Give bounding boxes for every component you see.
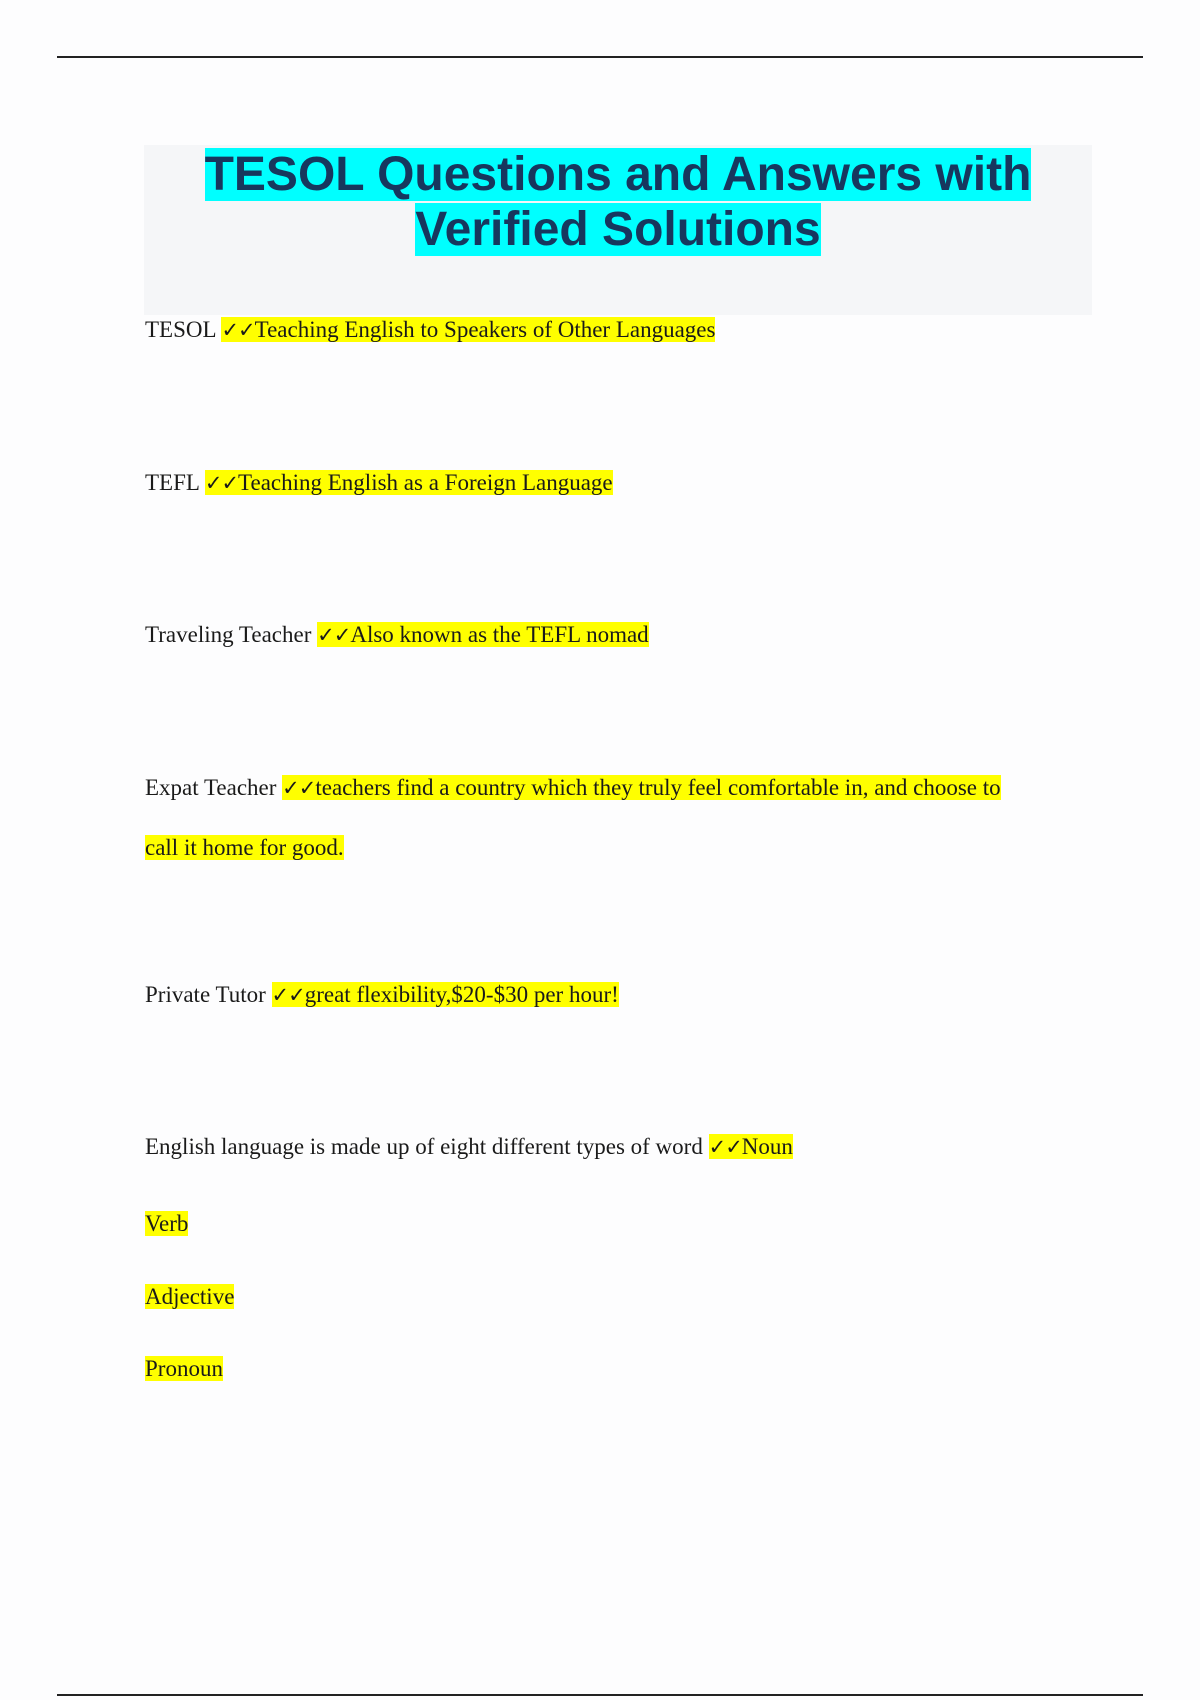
bottom-rule: [57, 1694, 1143, 1696]
answer: Noun: [741, 1134, 793, 1159]
answer-continuation: call it home for good.: [145, 835, 344, 860]
double-check-icon: ✓✓: [221, 318, 255, 342]
answer: teachers find a country which they truly feel comfortable in, and choose to: [315, 775, 1001, 800]
word-type-list-item: [145, 1282, 234, 1312]
answer-highlight: [221, 317, 715, 342]
term: Private Tutor: [145, 982, 266, 1007]
document-title: [144, 145, 1092, 257]
title-block: [144, 145, 1092, 315]
answer-highlight: [205, 470, 613, 495]
qa-item-private-tutor: [145, 980, 619, 1010]
answer-highlight: [709, 1134, 793, 1159]
answer-highlight: [272, 982, 619, 1007]
title-line-2: Verified Solutions: [415, 203, 821, 256]
term: English language is made up of eight different types of word: [145, 1134, 703, 1159]
answer: Teaching English to Speakers of Other Languages: [254, 317, 716, 342]
qa-item-tesol: [145, 315, 715, 345]
qa-item-expat-teacher-cont: [145, 833, 344, 863]
double-check-icon: ✓✓: [282, 776, 316, 800]
term: TESOL: [145, 317, 216, 342]
qa-item-tefl: [145, 468, 613, 498]
word-type: Pronoun: [145, 1356, 223, 1381]
double-check-icon: ✓✓: [204, 471, 239, 495]
answer: Also known as the TEFL nomad: [350, 622, 649, 647]
word-type-list-item: [145, 1354, 223, 1384]
term: Traveling Teacher: [145, 622, 312, 647]
double-check-icon: ✓✓: [271, 983, 305, 1007]
word-type: Adjective: [145, 1284, 235, 1309]
answer: great flexibility,$20-$30 per hour!: [304, 982, 619, 1007]
qa-item-expat-teacher: [145, 773, 1001, 803]
double-check-icon: ✓✓: [708, 1135, 742, 1159]
term: TEFL: [145, 470, 200, 495]
top-rule: [57, 56, 1143, 58]
answer-highlight: [317, 622, 649, 647]
word-type: Verb: [145, 1211, 189, 1236]
answer: Teaching English as a Foreign Language: [238, 470, 613, 495]
qa-item-word-types: [145, 1132, 793, 1162]
title-line-1: TESOL Questions and Answers with: [204, 148, 1032, 201]
qa-item-traveling-teacher: [145, 620, 649, 650]
word-type-list-item: [145, 1209, 188, 1239]
term: Expat Teacher: [145, 775, 277, 800]
answer-highlight: [282, 775, 1001, 800]
double-check-icon: ✓✓: [317, 623, 351, 647]
